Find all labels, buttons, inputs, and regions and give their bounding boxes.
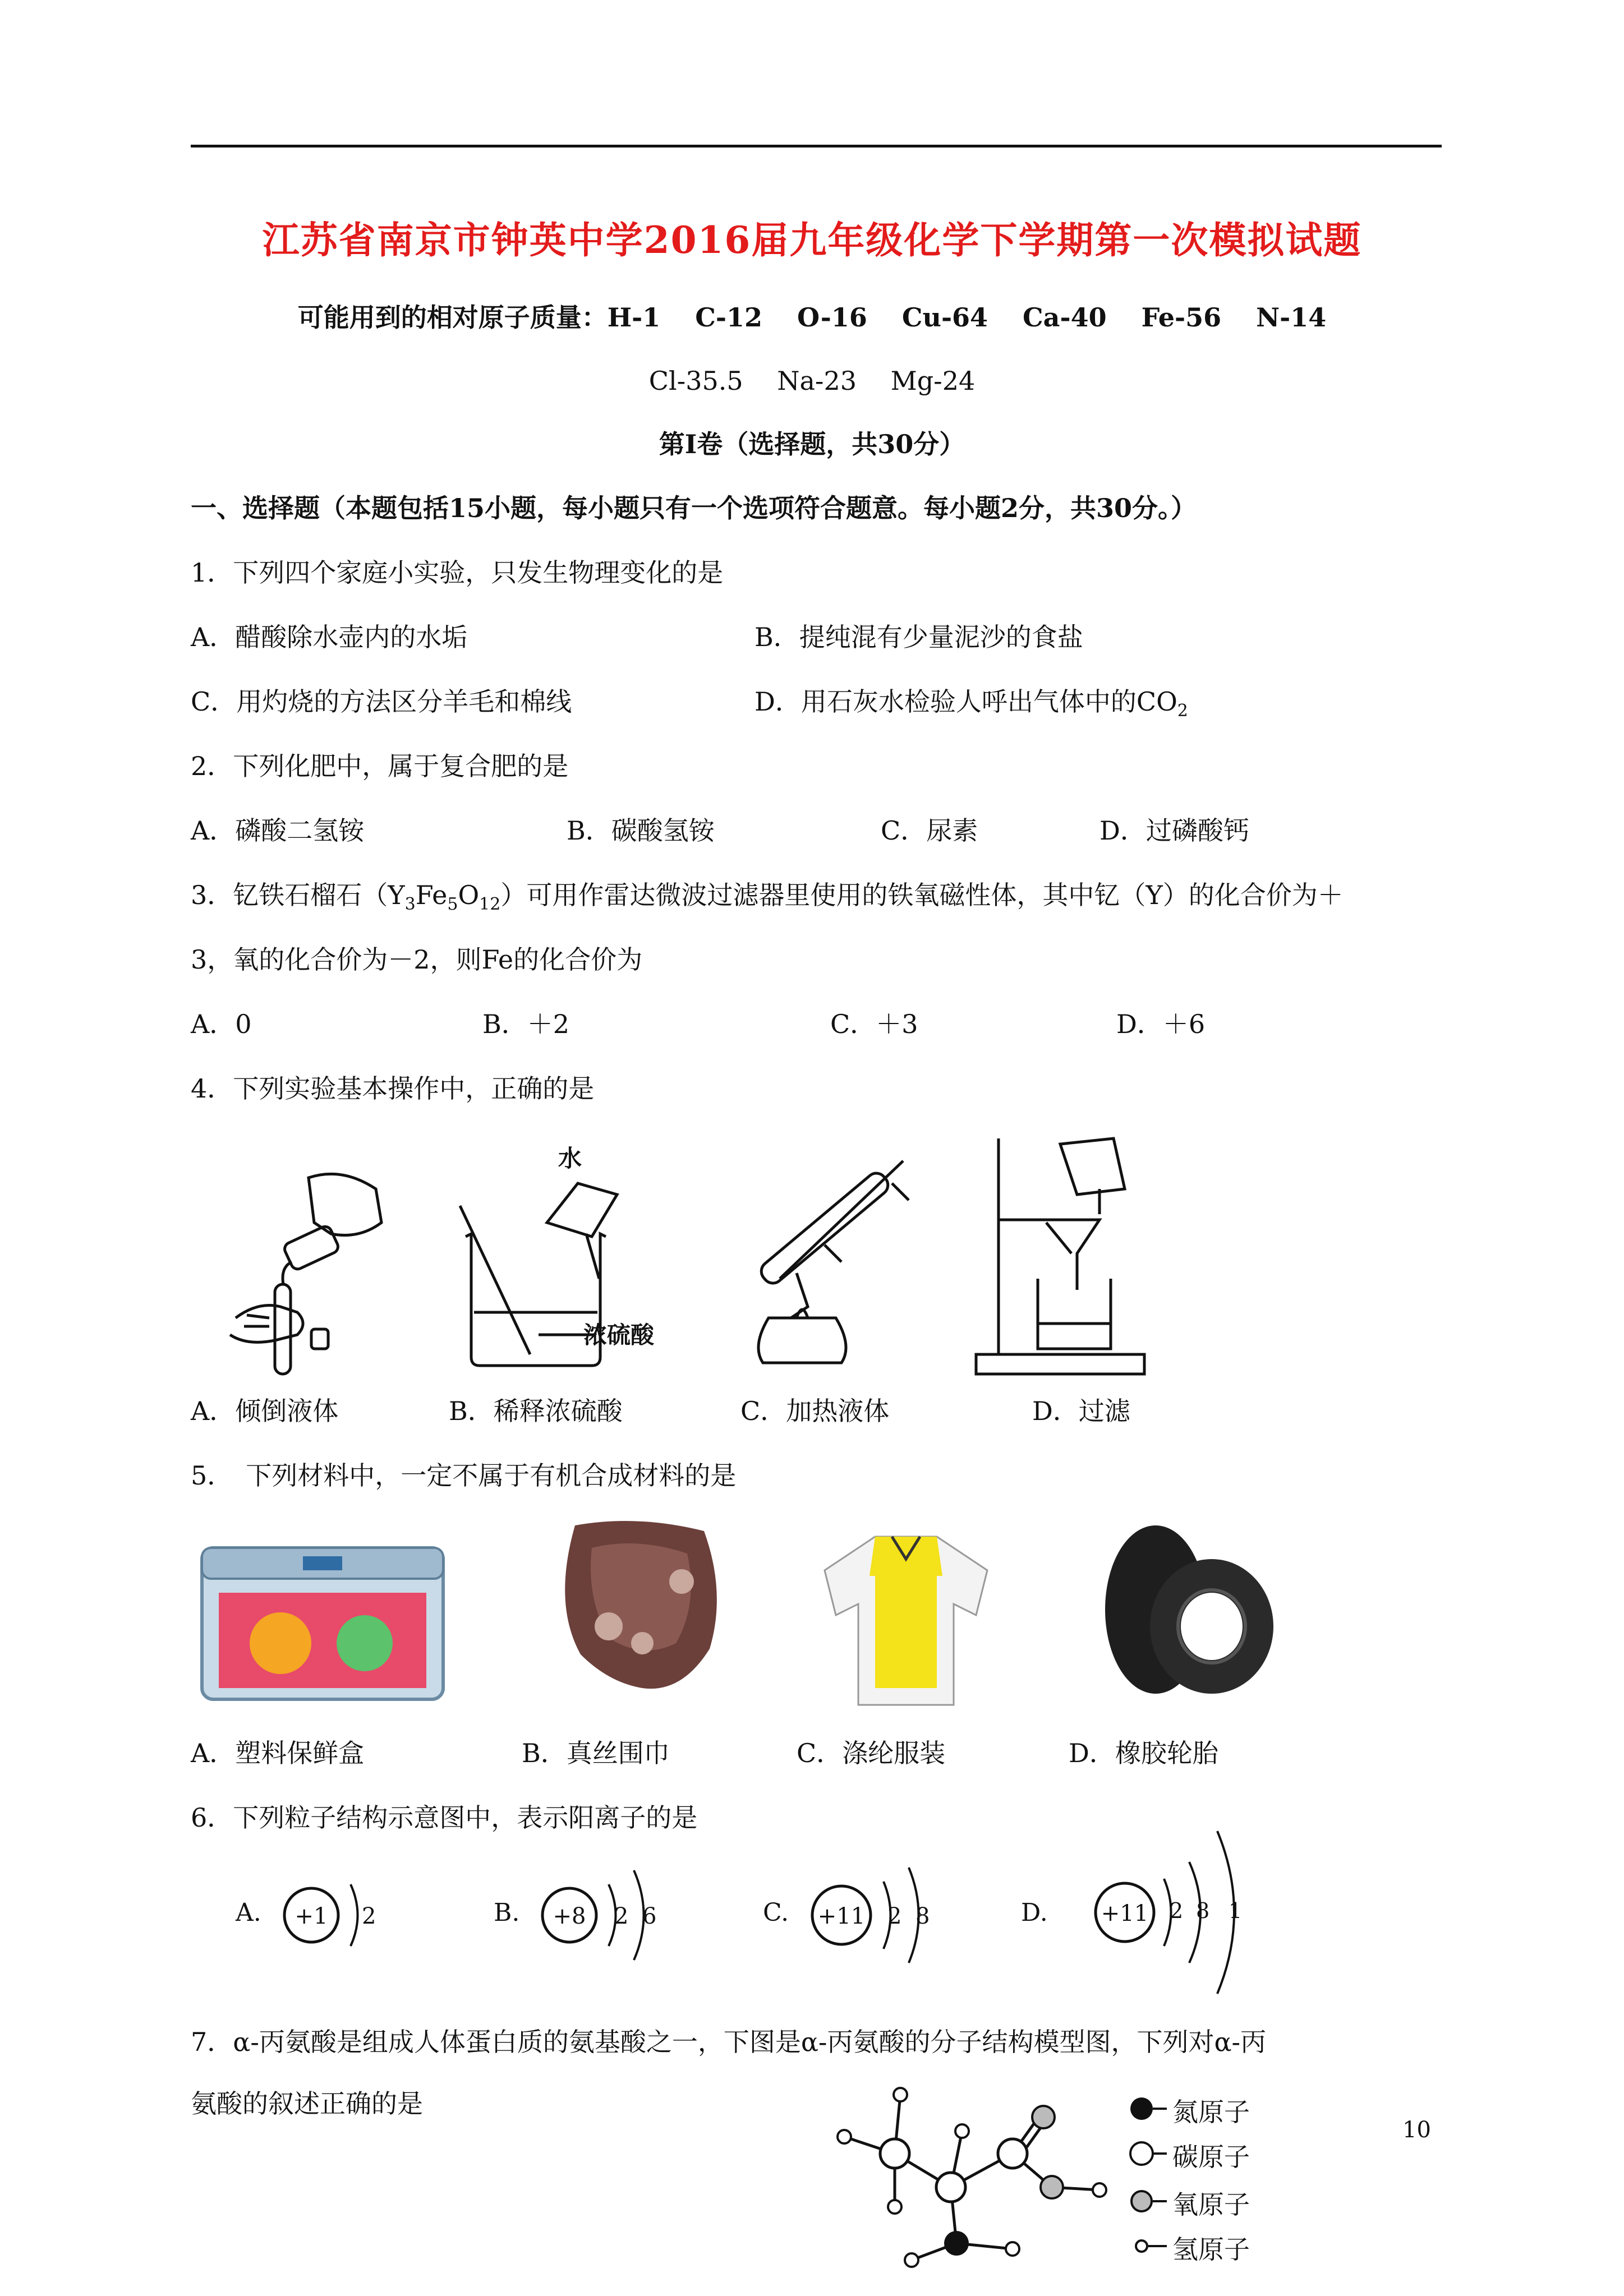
q7-stem-line2: 氨酸的叙述正确的是 — [191, 2088, 423, 2119]
q5-option-d: D．橡胶轮胎 — [1069, 1738, 1218, 1768]
svg-text:2: 2 — [887, 1903, 902, 1929]
header-rule — [191, 145, 1442, 147]
alanine-molecule-model — [825, 2075, 1122, 2277]
page-title: 江苏省南京市钟英中学2016届九年级化学下学期第一次模拟试题 — [262, 218, 1362, 262]
legend-nitrogen: 氮原子 — [1172, 2097, 1250, 2127]
q5-option-b: B．真丝围巾 — [522, 1738, 670, 1768]
q2-stem: 2．下列化肥中，属于复合肥的是 — [191, 751, 569, 781]
q4-stem: 4．下列实验基本操作中，正确的是 — [191, 1073, 595, 1104]
svg-text:D.: D. — [1021, 1898, 1048, 1927]
svg-text:A.: A. — [236, 1898, 261, 1927]
svg-text:+11: +11 — [1101, 1901, 1149, 1926]
svg-text:C.: C. — [763, 1898, 789, 1927]
legend-symbols — [1122, 2095, 1167, 2280]
q3-option-a: A．0 — [191, 1009, 252, 1039]
rubber-tire-image — [1094, 1514, 1279, 1705]
q3-option-d: D．＋6 — [1116, 1009, 1206, 1039]
section-title: 第Ⅰ卷（选择题，共30分） — [659, 429, 965, 459]
plastic-box-image — [196, 1531, 449, 1705]
q3-option-b: B．＋2 — [482, 1009, 570, 1039]
svg-text:+8: +8 — [553, 1903, 586, 1929]
atomic-masses-line1: 可能用到的相对原子质量：H-1 C-12 O-16 Cu-64 Ca-40 Fe-56 N-14 — [297, 302, 1327, 333]
part-title: 一、选择题（本题包括15小题，每小题只有一个选项符合题意。每小题2分，共30分。） — [191, 493, 1197, 523]
svg-text:8: 8 — [1196, 1898, 1210, 1923]
q4-option-a: A．倾倒液体 — [191, 1396, 339, 1426]
particle-diagram-b — [494, 1845, 684, 1980]
q6-stem: 6．下列粒子结构示意图中，表示阳离子的是 — [191, 1802, 698, 1833]
acid-label: 浓硫酸 — [583, 1321, 655, 1349]
atomic-masses-line2: Cl-35.5 Na-23 Mg-24 — [648, 366, 976, 396]
svg-text:B.: B. — [494, 1898, 520, 1927]
q7-stem: 7．α-丙氨酸是组成人体蛋白质的氨基酸之一，下图是α-丙氨酸的分子结构模型图，下列对α-丙 — [191, 2027, 1267, 2057]
water-label: 水 — [558, 1145, 582, 1172]
legend-hydrogen: 氢原子 — [1172, 2234, 1250, 2265]
q2-option-c: C．尿素 — [881, 815, 978, 846]
q5-stem: 5． 下列材料中，一定不属于有机合成材料的是 — [191, 1460, 737, 1491]
q1-option-a: A．醋酸除水壶内的水垢 — [191, 622, 468, 652]
polyester-shirt-image — [813, 1525, 999, 1711]
svg-text:2: 2 — [1170, 1898, 1184, 1923]
q2-option-b: B．碳酸氢铵 — [567, 815, 715, 846]
q4-option-d: D．过滤 — [1032, 1396, 1130, 1426]
svg-text:+11: +11 — [817, 1903, 866, 1929]
svg-text:1: 1 — [1229, 1898, 1243, 1923]
q3-stem: 3．钇铁石榴石$(Y_3Fe_5O_{12})$可用作雷达微波过滤器里使用的铁氧磁性体，其中钇（Y）的化合价为＋ — [191, 880, 1344, 914]
svg-text:+1: +1 — [295, 1903, 328, 1929]
q1-stem: 1．下列四个家庭小实验，只发生物理变化的是 — [191, 557, 724, 588]
q3-option-c: C．＋3 — [830, 1009, 918, 1039]
page-number: 10 — [1402, 2117, 1431, 2143]
particle-diagram-c — [763, 1845, 954, 1980]
particle-diagram-d — [1021, 1823, 1268, 2002]
q5-option-c: C．涤纶服装 — [797, 1738, 946, 1768]
q1-option-b: B．提纯混有少量泥沙的食盐 — [755, 622, 1083, 652]
filtering-figure — [970, 1127, 1150, 1380]
q1-option-c: C．用灼烧的方法区分羊毛和棉线 — [191, 686, 572, 717]
particle-diagram-a — [224, 1845, 393, 1980]
q2-option-d: D．过磷酸钙 — [1099, 815, 1249, 846]
diluting-acid-figure — [449, 1133, 690, 1374]
svg-text:2: 2 — [362, 1903, 376, 1929]
q4-option-b: B．稀释浓硫酸 — [449, 1396, 623, 1426]
svg-text:8: 8 — [915, 1903, 930, 1929]
q4-option-c: C．加热液体 — [740, 1396, 890, 1426]
legend-oxygen: 氧原子 — [1172, 2189, 1250, 2220]
q2-option-a: A．磷酸二氢铵 — [191, 815, 365, 846]
svg-text:6: 6 — [642, 1903, 657, 1929]
heating-liquid-figure — [724, 1133, 920, 1374]
q1-option-d: D．用石灰水检验人呼出气体中的$CO_2$ — [755, 686, 1188, 721]
pouring-liquid-figure — [213, 1155, 404, 1380]
silk-scarf-image — [541, 1514, 738, 1705]
legend-carbon: 碳原子 — [1172, 2142, 1250, 2172]
svg-text:2: 2 — [614, 1903, 629, 1929]
q3-stem-line2: 3，氧的化合价为－2，则Fe的化合价为 — [191, 944, 643, 975]
q5-option-a: A．塑料保鲜盒 — [191, 1738, 365, 1768]
